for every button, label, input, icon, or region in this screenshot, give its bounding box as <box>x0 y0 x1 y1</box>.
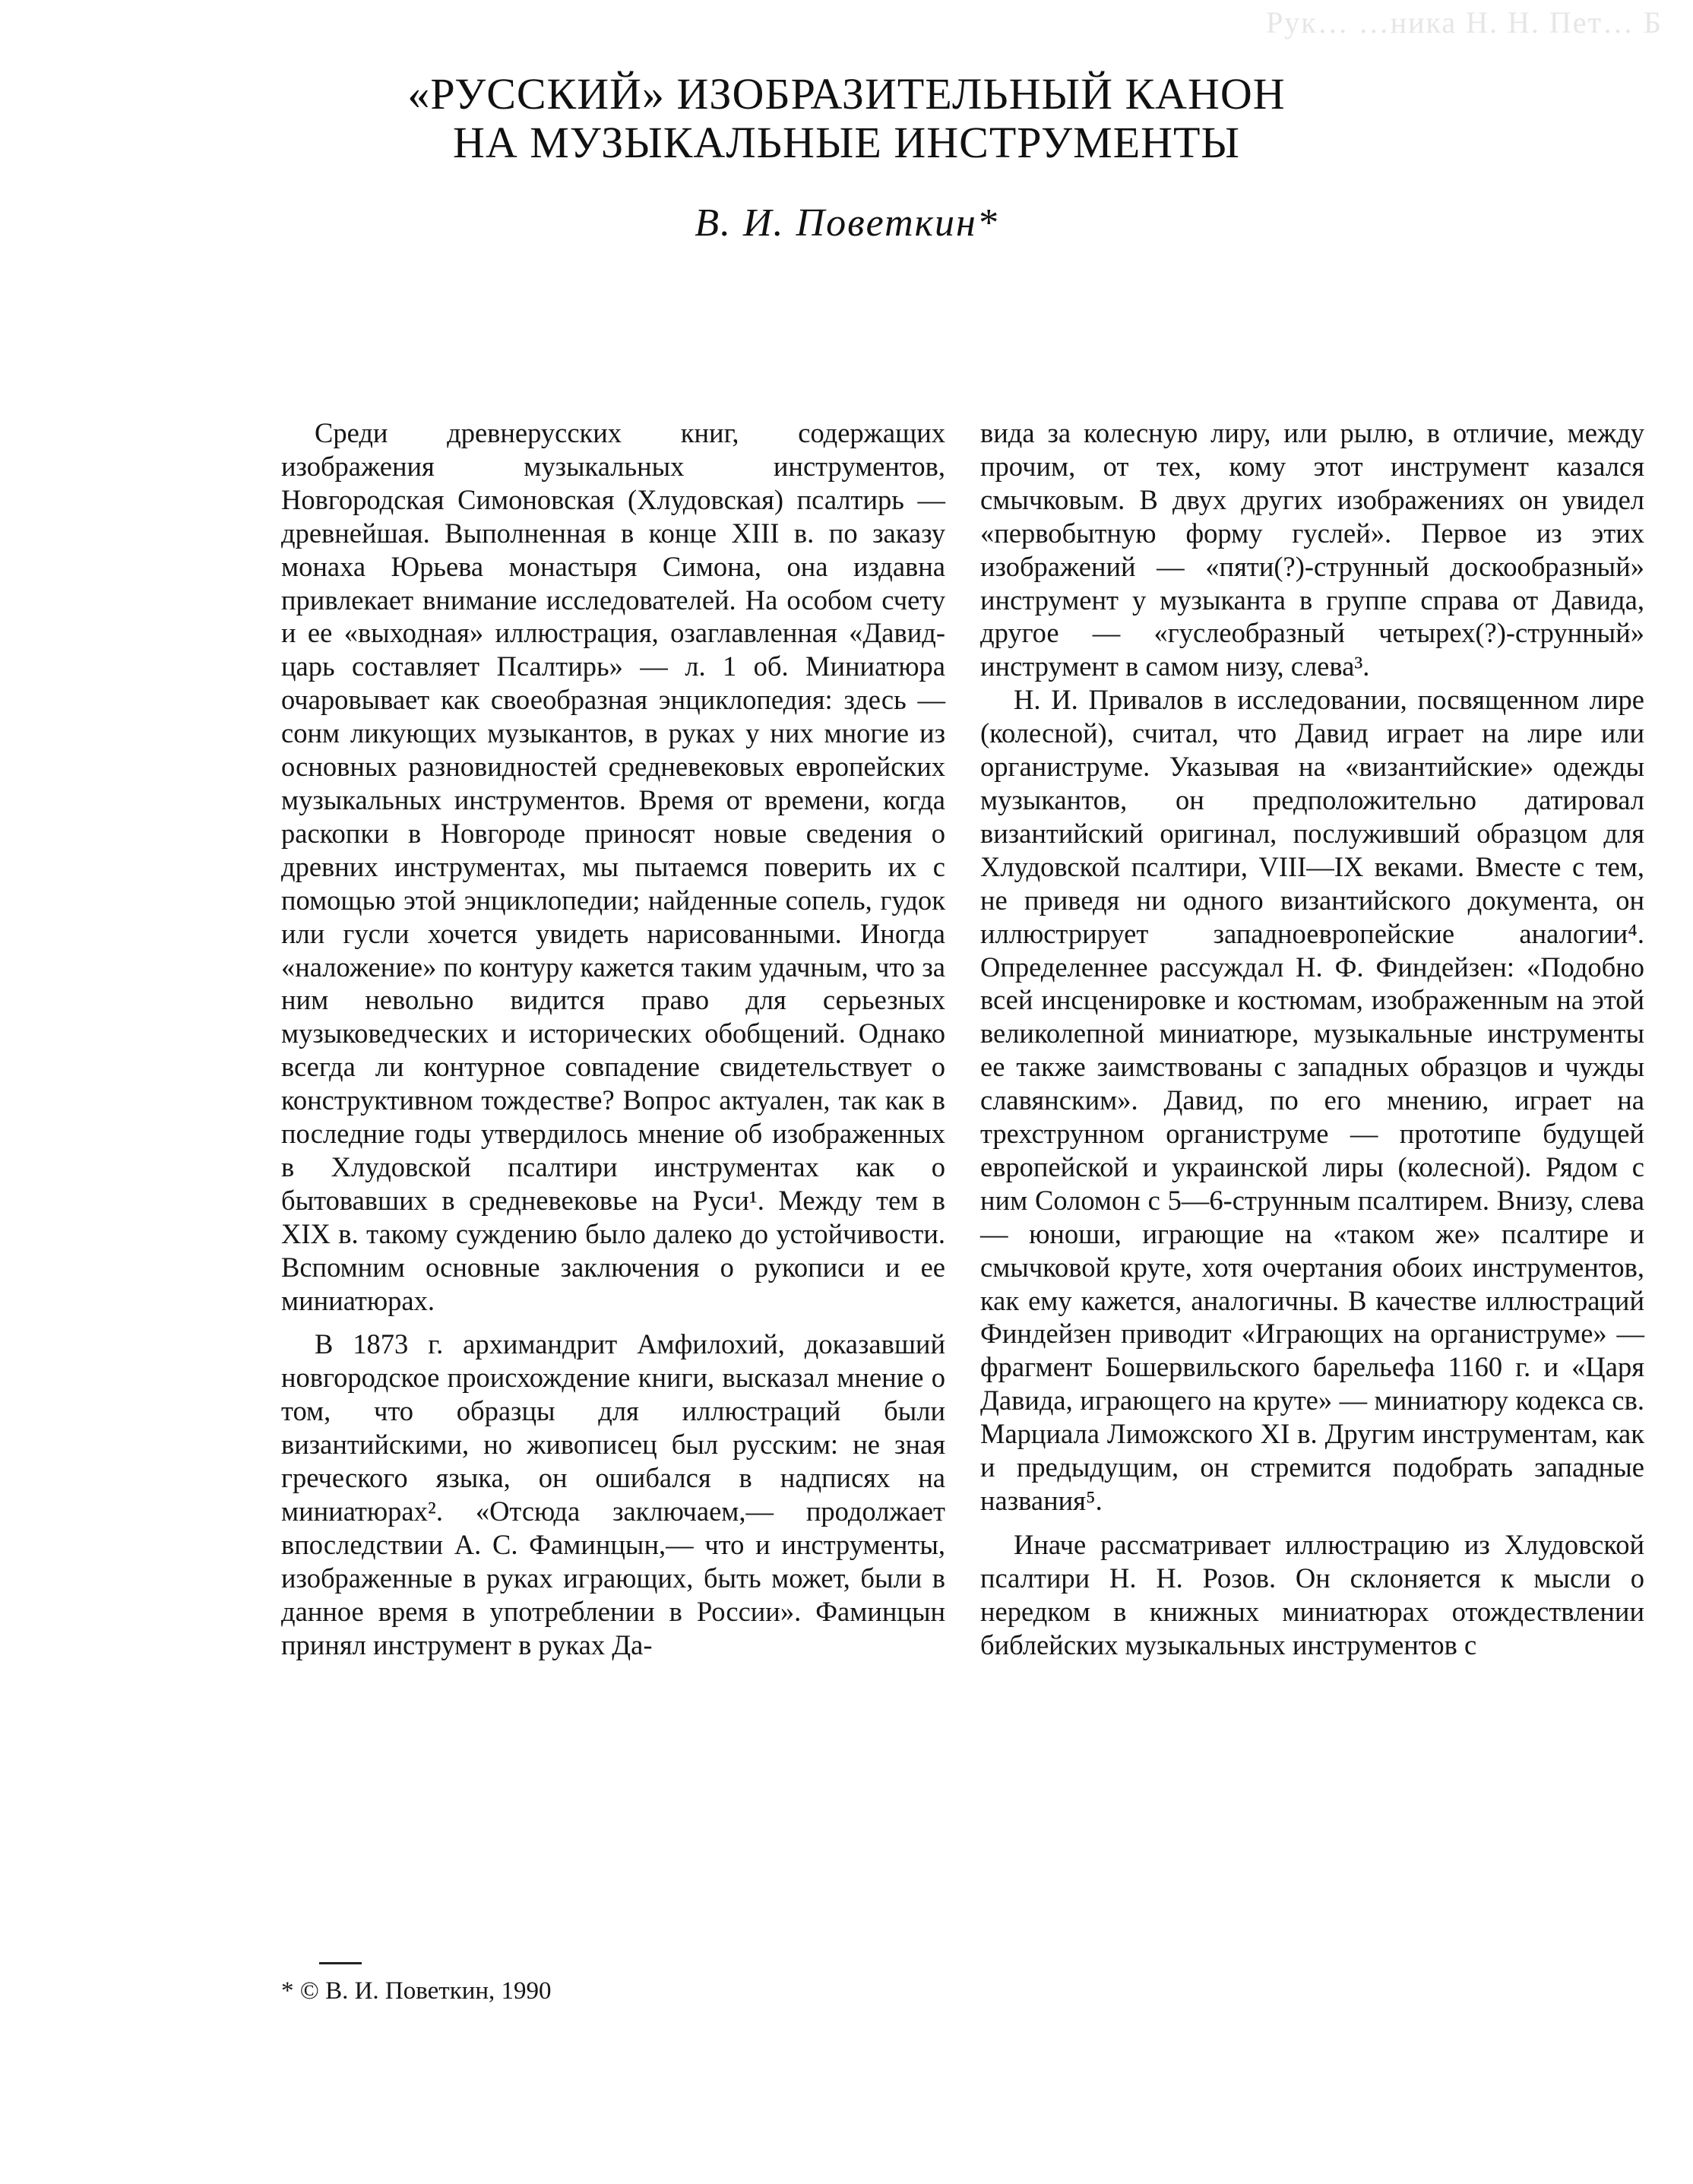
copyright-footnote: * © В. И. Поветкин, 1990 <box>281 1977 552 2005</box>
paragraph: вида за колесную лиру, или рылю, в отличие, между прочим, от тех, кому этот инструмент казался смычковым. В двух других изображениях он увидел «первобытную форму гуслей». Первое из этих изображений — «пяти(?)-струнный доскообразный» инструмент у музыканта в группе справа от Давида, другое — «гуслеобразный четырех(?)-струнный» инструмент в самом низу, слева³. <box>980 417 1644 682</box>
article-header <box>0 70 1693 245</box>
footnote-divider <box>319 1962 362 1964</box>
paragraph: Иначе рассматривает иллюстрацию из Хлудовской псалтири Н. Н. Розов. Он склоняется к мысли о нередком в книжных миниатюрах отождествлении библейских музыкальных инструментов с <box>980 1528 1644 1660</box>
article-title-line-2: НА МУЗЫКАЛЬНЫЕ ИНСТРУМЕНТЫ <box>452 118 1241 167</box>
paragraph: В 1873 г. архимандрит Амфилохий, доказавший новгородское происхождение книги, высказал мнение о том, что образцы для иллюстраций были византийскими, но живописец был русским: не зная греческого языка, он ошибался в надписях на миниатюрах². «Отсюда заключаем,— продолжает впоследствии А. С. Фаминцын,— что и инструменты, изображенные в руках играющих, быть может, были в данное время в употреблении в России». Фаминцын принял инструмент в руках Да- <box>281 1328 945 1660</box>
bleed-through-header: Рук… …ника Н. Н. Пет… Б <box>1266 5 1663 40</box>
right-column <box>980 416 1644 1662</box>
article-title-line-1: «РУССКИЙ» ИЗОБРАЗИТЕЛЬНЫЙ КАНОН <box>407 69 1286 119</box>
paragraph: Н. И. Привалов в исследовании, посвященном лире (колесной), считал, что Давид играет на лире или органиструме. Указывая на «византийские» одежды музыкантов, он предположительно датировал византийский оригинал, послуживший образцом для Хлудовской псалтири, VIII—IX веками. Вместе с тем, не приведя ни одного византийского документа, он иллюстрирует западноевропейские аналогии⁴. Определеннее рассуждал Н. Ф. Финдейзен: «Подобно всей инсценировке и костюмам, изображенным на этой великолепной миниатюре, музыкальные инструменты ее также заимствованы с западных образцов и чужды славянским». Давид, по его мнению, играет на трехструнном органиструме — прототипе будущей европейской и украинской лиры (колесной). Рядом с ним Соломон с 5—6-струнным псалтирем. Внизу, слева — юноши, играющие на «таком же» псалтире и смычковой круте, хотя очертания обоих инструментов, как ему кажется, аналогичны. В качестве иллюстраций Финдейзен приводит «Играющих на органиструме» — фрагмент Бошервильского барельефа 1160 г. и «Царя Давида, играющего на круте» — миниатюру кодекса св. Марциала Лиможского XI в. Другим инструментам, как и предыдущим, он стремится подобрать западные названия⁵. <box>980 684 1644 1516</box>
article-author: В. И. Поветкин* <box>695 201 998 245</box>
left-column <box>281 416 945 1662</box>
paragraph: Среди древнерусских книг, содержащих изображения музыкальных инструментов, Новгородская Симоновская (Хлудовская) псалтирь — древнейшая. Выполненная в конце XIII в. по заказу монаха Юрьева монастыря Симона, она издавна привлекает внимание исследователей. На особом счету и ее «выходная» иллюстрация, озаглавленная «Давид-царь составляет Псалтирь» — л. 1 об. Миниатюра очаровывает как своеобразная энциклопедия: здесь — сонм ликующих музыкантов, в руках у них многие из основных разновидностей средневековых европейских музыкальных инструментов. Время от времени, когда раскопки в Новгороде приносят новые сведения о древних инструментах, мы пытаемся поверить их с помощью этой энциклопедии; найденные сопель, гудок или гусли хочется увидеть нарисованными. Иногда «наложение» по контуру кажется таким удачным, что за ним невольно видится право для серьезных музыковедческих и исторических обобщений. Однако всегда ли контурное совпадение свидетельствует о конструктивном тождестве? Вопрос актуален, так как в последние годы утвердилось мнение об изображенных в Хлудовской псалтири инструментах как о бытовавших в средневековье на Руси¹. Между тем в XIX в. такому суждению было далеко до устойчивости. Вспомним основные заключения о рукописи и ее миниатюрах. <box>281 417 945 1316</box>
